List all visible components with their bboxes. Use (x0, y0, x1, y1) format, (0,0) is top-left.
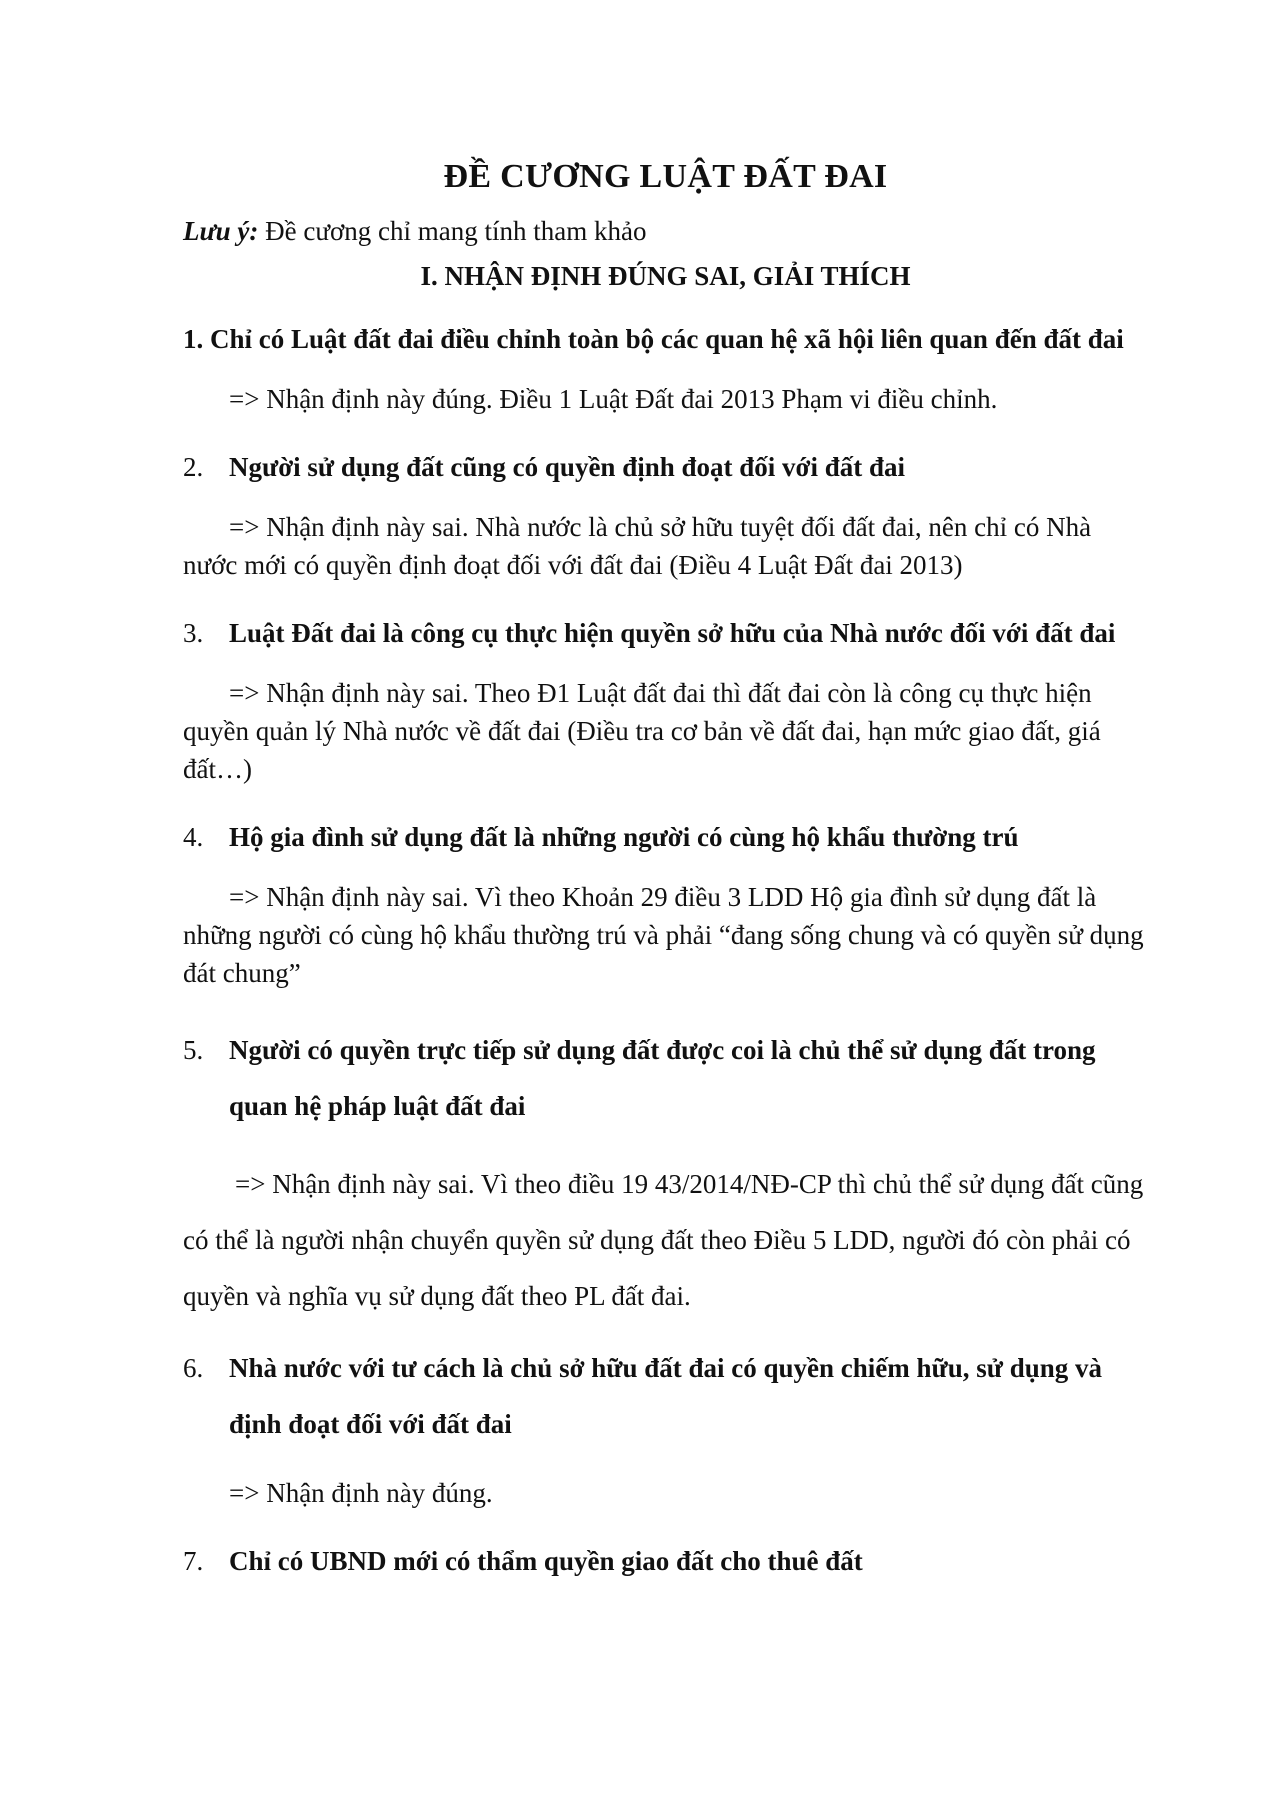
question-text: Nhà nước với tư cách là chủ sở hữu đất đai có quyền chiếm hữu, sử dụng và định đoạt đối với đất đai (229, 1353, 1103, 1439)
question-number: 4. (183, 822, 204, 852)
question-text: Người có quyền trực tiếp sử dụng đất được coi là chủ thể sử dụng đất trong quan hệ pháp luật đất đai (229, 1035, 1096, 1121)
answer-3: => Nhận định này sai. Theo Đ1 Luật đất đai thì đất đai còn là công cụ thực hiện quyền quản lý Nhà nước về đất đai (Điều tra cơ bản về đất đai, hạn mức giao đất, giá đất…) (183, 678, 1101, 784)
question-1 (183, 320, 1148, 358)
question-text: Luật Đất đai là công cụ thực hiện quyền sở hữu của Nhà nước đối với đất đai (229, 618, 1116, 648)
note-line (183, 216, 1148, 247)
question-text: Chỉ có Luật đất đai điều chỉnh toàn bộ các quan hệ xã hội liên quan đến đất đai (210, 324, 1124, 354)
question-text: Người sử dụng đất cũng có quyền định đoạt đối với đất đai (229, 452, 906, 482)
section-heading: I. NHẬN ĐỊNH ĐÚNG SAI, GIẢI THÍCH (420, 261, 911, 291)
question-number: 6. (183, 1353, 204, 1383)
question-7 (183, 1542, 1148, 1580)
answer-5: => Nhận định này sai. Vì theo điều 19 43/2014/NĐ-CP thì chủ thể sử dụng đất cũng có thể là người nhận chuyển quyền sử dụng đất theo Điều 5 LDD, người đó còn phải có quyền và nghĩa vụ sử dụng đất theo PL đất đai. (183, 1169, 1144, 1311)
answer-1: => Nhận định này đúng. Điều 1 Luật Đất đai 2013 Phạm vi điều chỉnh. (229, 384, 998, 414)
note-text: Đề cương chỉ mang tính tham khảo (258, 216, 647, 246)
question-text: Chỉ có UBND mới có thẩm quyền giao đất cho thuê đất (229, 1546, 863, 1576)
answer-4: => Nhận định này sai. Vì theo Khoản 29 điều 3 LDD Hộ gia đình sử dụng đất là những người có cùng hộ khẩu thường trú và phải “đang sống chung và có quyền sử dụng đát chung” (183, 882, 1144, 988)
question-number: 3. (183, 618, 204, 648)
question-3 (183, 614, 1148, 652)
question-2 (183, 448, 1148, 486)
question-6 (183, 1340, 1148, 1452)
answer-6: => Nhận định này đúng. (229, 1478, 493, 1508)
note-label: Lưu ý: (183, 216, 259, 246)
question-4 (183, 818, 1148, 856)
question-text: Hộ gia đình sử dụng đất là những người có cùng hộ khẩu thường trú (229, 822, 1019, 852)
document-title: ĐỀ CƯƠNG LUẬT ĐẤT ĐAI (443, 158, 888, 195)
answer-2: => Nhận định này sai. Nhà nước là chủ sở hữu tuyệt đối đất đai, nên chỉ có Nhà nước mới có quyền định đoạt đối với đất đai (Điều 4 Luật Đất đai 2013) (183, 512, 1092, 580)
question-number: 2. (183, 452, 204, 482)
question-number: 1. (183, 324, 204, 354)
question-number: 7. (183, 1546, 204, 1576)
question-number: 5. (183, 1035, 204, 1065)
question-5 (183, 1022, 1148, 1134)
